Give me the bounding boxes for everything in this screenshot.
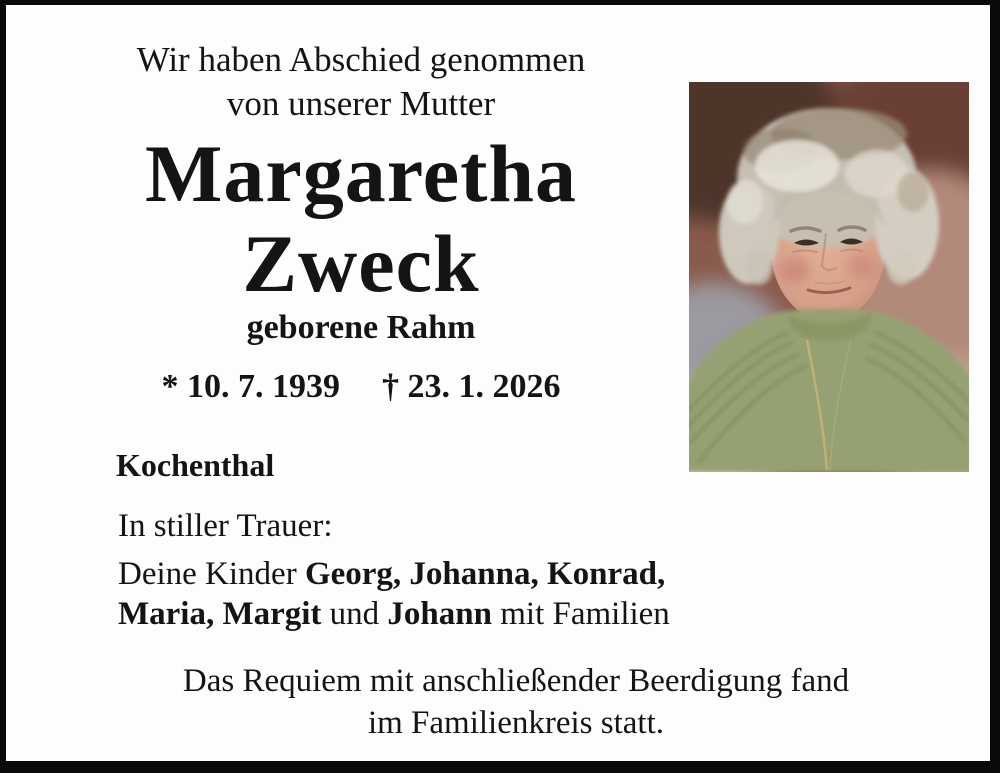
- announcement-line-1: Wir haben Abschied genommen: [136, 40, 586, 79]
- deceased-name: [86, 129, 636, 309]
- mourners-line2-names-a: Maria, Margit: [118, 596, 322, 632]
- mourners-line2-conjunction: und: [329, 596, 380, 632]
- mourners-list: [118, 554, 838, 634]
- mourners-line-1: [118, 554, 838, 594]
- mourning-intro: In stiller Trauer:: [118, 508, 333, 544]
- deceased-first-name: Margaretha: [144, 128, 577, 219]
- announcement-line-2: von unserer Mutter: [226, 84, 496, 123]
- life-dates: [86, 367, 636, 407]
- portrait-photo: [689, 82, 969, 472]
- place-name: Kochenthal: [116, 447, 275, 483]
- mourners-line1-prefix: Deine Kinder: [118, 556, 297, 592]
- funeral-note: [36, 660, 996, 744]
- funeral-note-line-1: Das Requiem mit anschließender Beerdigung fand: [182, 663, 850, 699]
- deceased-last-name: Zweck: [242, 218, 480, 309]
- maiden-name: geborene Rahm: [246, 309, 476, 346]
- mourners-line1-names: Georg, Johanna, Konrad,: [304, 556, 666, 592]
- birth-date: * 10. 7. 1939: [161, 368, 340, 405]
- mourners-line2-names-b: Johann: [387, 596, 492, 632]
- mourners-line-2: [118, 594, 838, 634]
- funeral-note-line-2: im Familienkreis statt.: [367, 705, 665, 741]
- death-date: † 23. 1. 2026: [382, 368, 561, 405]
- announcement: [86, 38, 636, 126]
- mourners-line2-suffix: mit Familien: [500, 596, 670, 632]
